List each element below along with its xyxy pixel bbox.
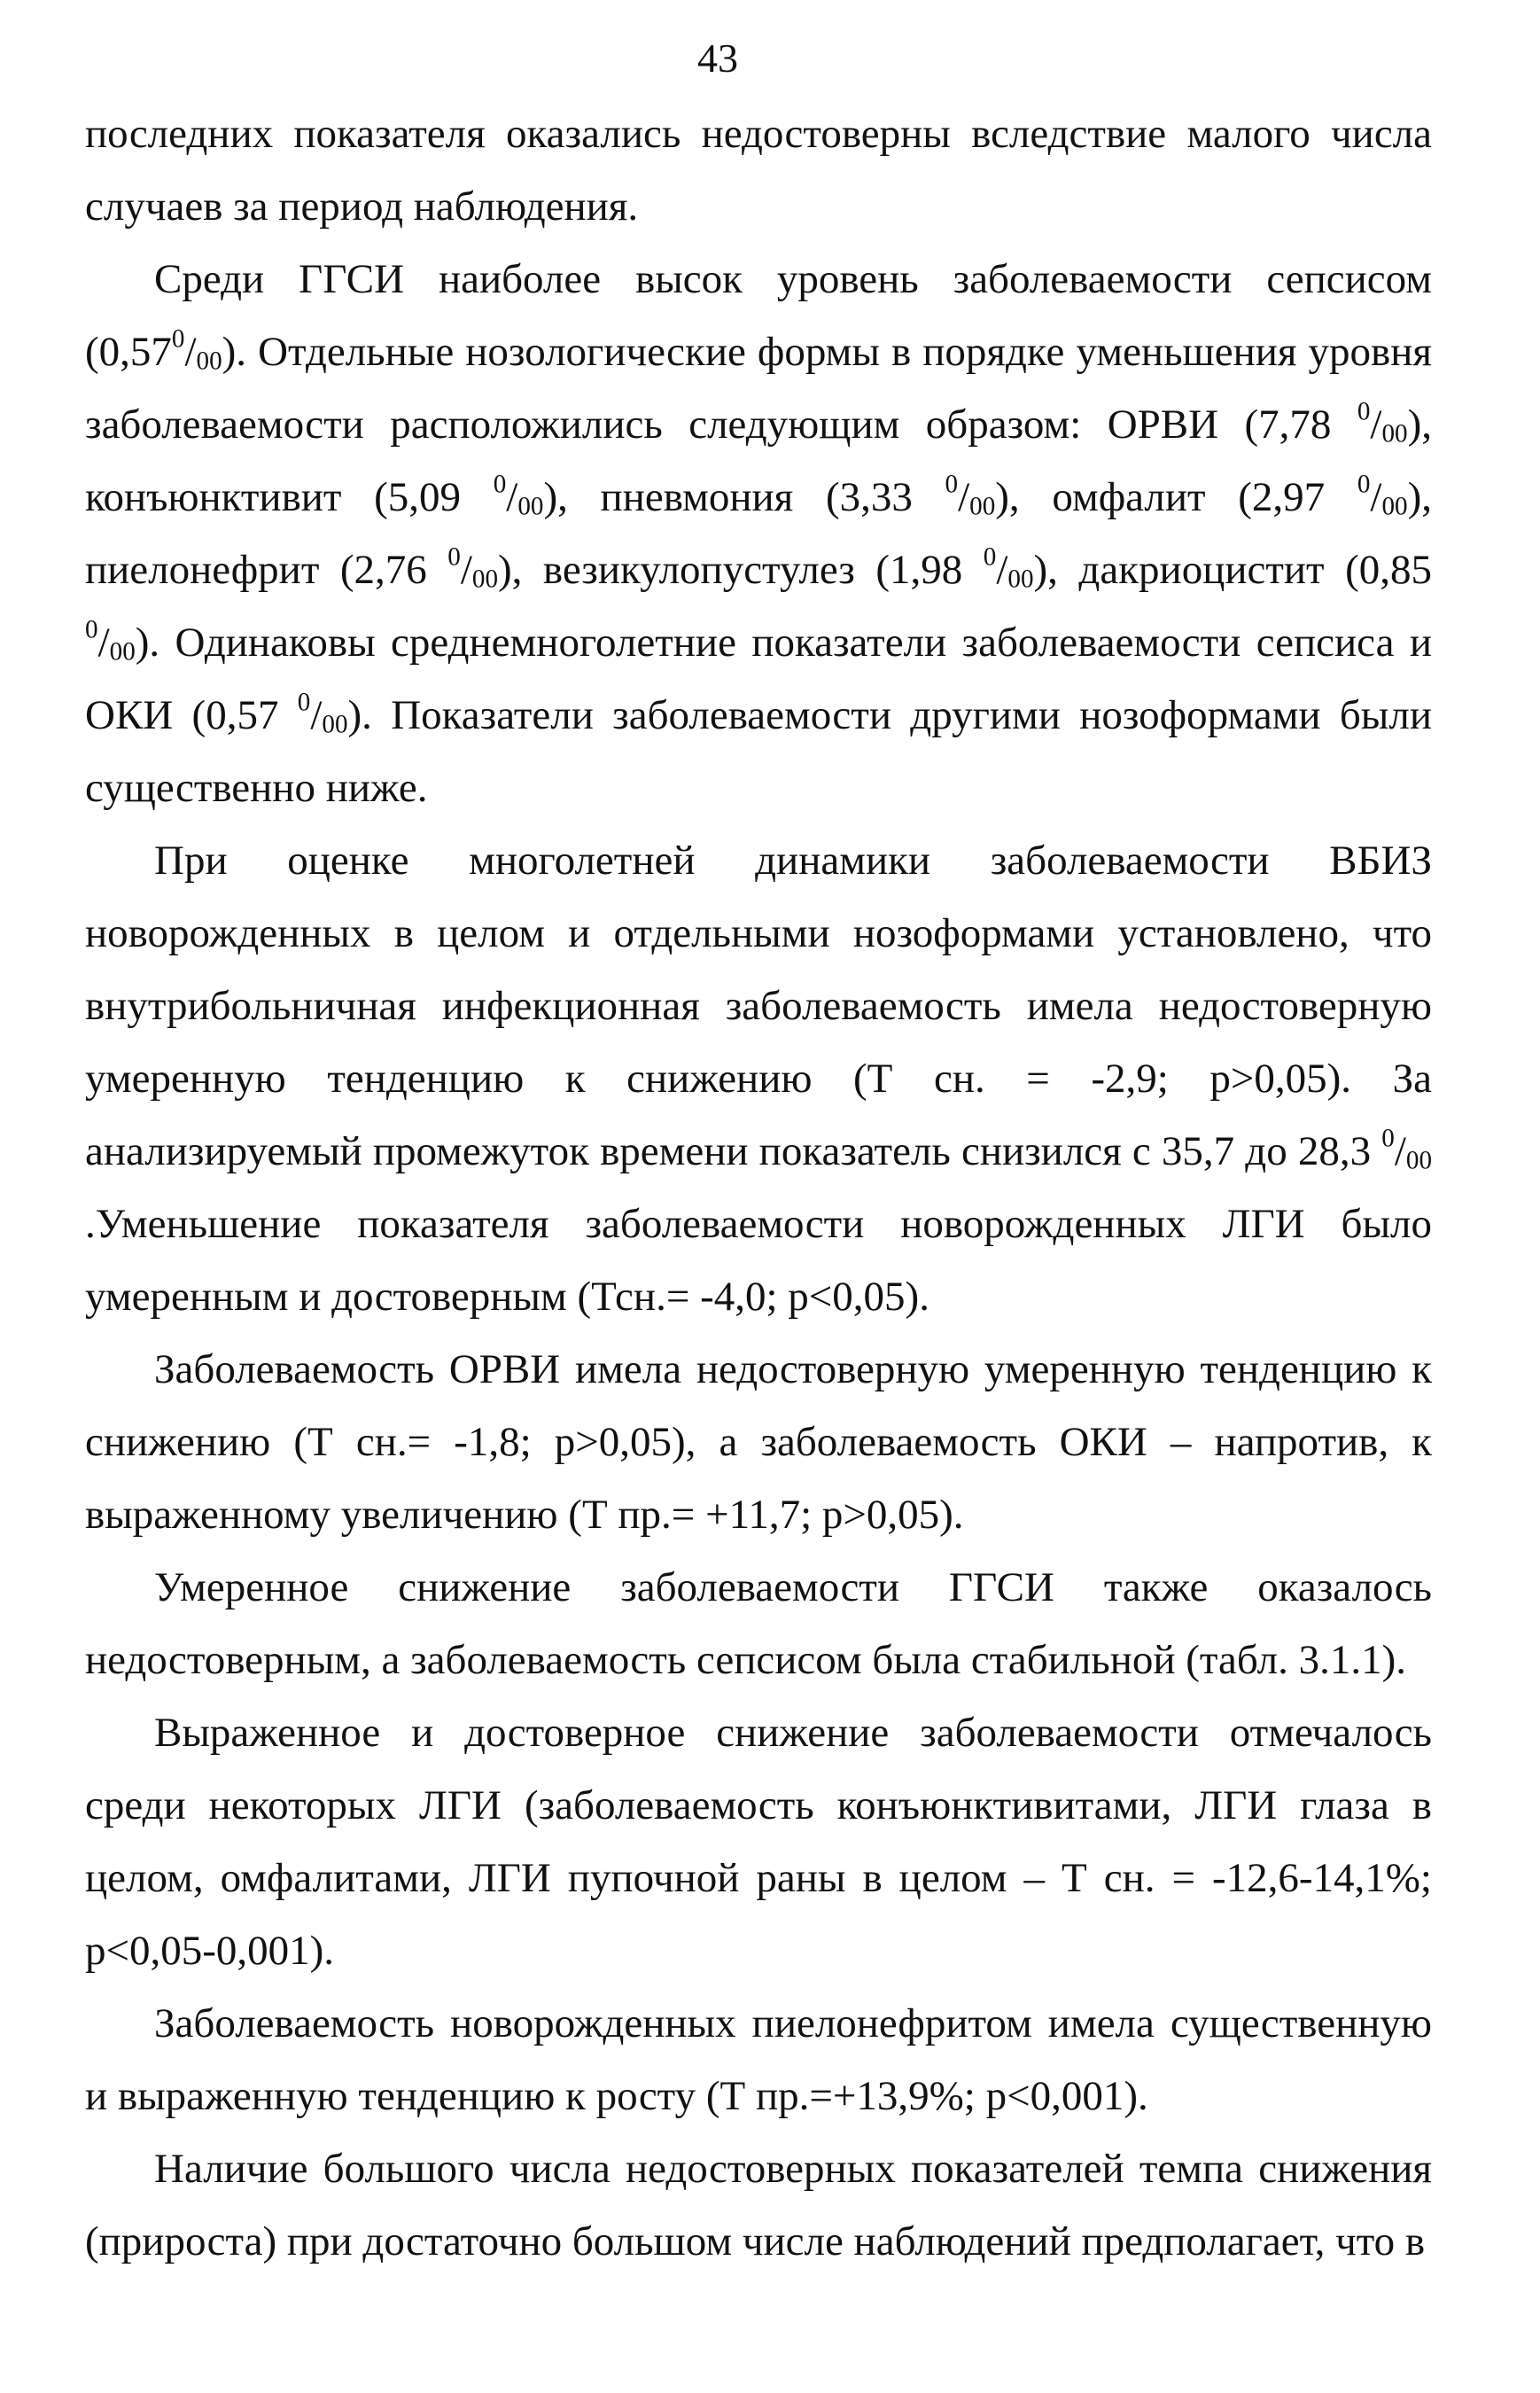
subscript: 00 [471, 565, 499, 594]
paragraph-8 [85, 2132, 1432, 2278]
text-run: ), пневмония (3,33 [543, 474, 945, 520]
paragraph-4 [85, 1333, 1432, 1551]
text-run: / [1394, 1128, 1406, 1174]
subscript: 00 [1007, 565, 1034, 594]
superscript: 0 [297, 688, 311, 717]
superscript: 0 [447, 542, 461, 572]
paragraph-5 [85, 1551, 1432, 1696]
subscript: 00 [1381, 419, 1408, 448]
text-run: / [1370, 401, 1382, 448]
paragraph-2 [85, 243, 1432, 824]
text-run: Заболеваемость новорожденных пиелонефритом имела существенную и выраженную тенденцию к росту (Т пр.=+13,9%; р<0,001). [85, 2000, 1432, 2119]
text-run: / [310, 692, 323, 738]
text-run: / [958, 474, 970, 520]
text-run: последних показателя оказались недостоверны вследствие малого числа случаев за период наблюдения. [85, 111, 1432, 230]
text-run: / [184, 329, 197, 375]
paragraph-6 [85, 1696, 1432, 1987]
superscript: 0 [171, 324, 185, 354]
superscript: 0 [1381, 1124, 1395, 1153]
text-run: / [506, 474, 518, 520]
text-run: ). Показатели заболеваемости другими нозоформами были существенно ниже. [85, 692, 1432, 811]
text-run: ), дакриоцистит (0,85 [1033, 547, 1432, 593]
subscript: 00 [517, 492, 544, 521]
text-run: / [996, 547, 1008, 593]
superscript: 0 [493, 470, 507, 499]
text-run: При оценке многолетней динамики заболеваемости ВБИЗ новорожденных в целом и отдельными нозоформами установлено, что внутрибольничная инфекционная заболеваемость имела недостоверную умеренную тенденцию к снижению (Т сн. = -2,9; р>0,05). За анализируемый промежуток времени показатель снизился с 35,7 до 28,3 [85, 838, 1432, 1174]
text-run: ), пиелонефрит (2,76 [85, 474, 1432, 593]
superscript: 0 [1357, 470, 1371, 499]
text-run: Среди ГГСИ наиболее высок уровень заболеваемости сепсисом (0,57 [85, 256, 1432, 375]
text-run: ). Одинаковы среднемноголетние показатели заболеваемости сепсиса и ОКИ (0,57 [85, 620, 1432, 738]
superscript: 0 [945, 470, 959, 499]
text-run: Умеренное снижение заболеваемости ГГСИ также оказалось недостоверным, а заболеваемость сепсисом была стабильной (табл. 3.1.1). [85, 1564, 1432, 1683]
text-run: Наличие большого числа недостоверных показателей темпа снижения (прироста) при достаточно большом числе наблюдений предполагает, что в [85, 2146, 1432, 2264]
text-run: / [1370, 474, 1382, 520]
page-number: 43 [697, 35, 738, 81]
subscript: 00 [1381, 492, 1408, 521]
subscript: 00 [969, 492, 996, 521]
subscript: 00 [1405, 1146, 1432, 1175]
superscript: 0 [1357, 397, 1371, 426]
subscript: 00 [109, 637, 136, 666]
text-run: / [97, 620, 110, 666]
subscript: 00 [196, 347, 222, 376]
text-run: ), конъюнктивит (5,09 [85, 401, 1432, 520]
text-run: ), омфалит (2,97 [995, 474, 1357, 520]
text-run: .Уменьшение показателя заболеваемости новорожденных ЛГИ было умеренным и достоверным (Тсн.= -4,0; р<0,05). [85, 1201, 1432, 1320]
body-text [85, 97, 1432, 2278]
text-run: ). Отдельные нозологические формы в порядке уменьшения уровня заболеваемости расположились следующим образом: ОРВИ (7,78 [85, 329, 1432, 448]
text-run: ), везикулопустулез (1,98 [498, 547, 984, 593]
superscript: 0 [983, 542, 997, 572]
paragraph-3 [85, 824, 1432, 1333]
text-run: Выраженное и достоверное снижение заболеваемости отмечалось среди некоторых ЛГИ (заболеваемость конъюнктивитами, ЛГИ глаза в целом, омфалитами, ЛГИ пупочной раны в целом – Т сн. = -12,6-14,1%; р<0,05-0,001). [85, 1710, 1432, 1974]
paragraph-1 [85, 97, 1432, 243]
superscript: 0 [85, 615, 98, 644]
subscript: 00 [322, 710, 348, 739]
text-run: / [460, 547, 472, 593]
text-run: Заболеваемость ОРВИ имела недостоверную умеренную тенденцию к снижению (Т сн.= -1,8; р>0,05), а заболеваемость ОКИ – напротив, к выраженному увеличению (Т пр.= +11,7; р>0,05). [85, 1346, 1432, 1538]
paragraph-7 [85, 1987, 1432, 2132]
